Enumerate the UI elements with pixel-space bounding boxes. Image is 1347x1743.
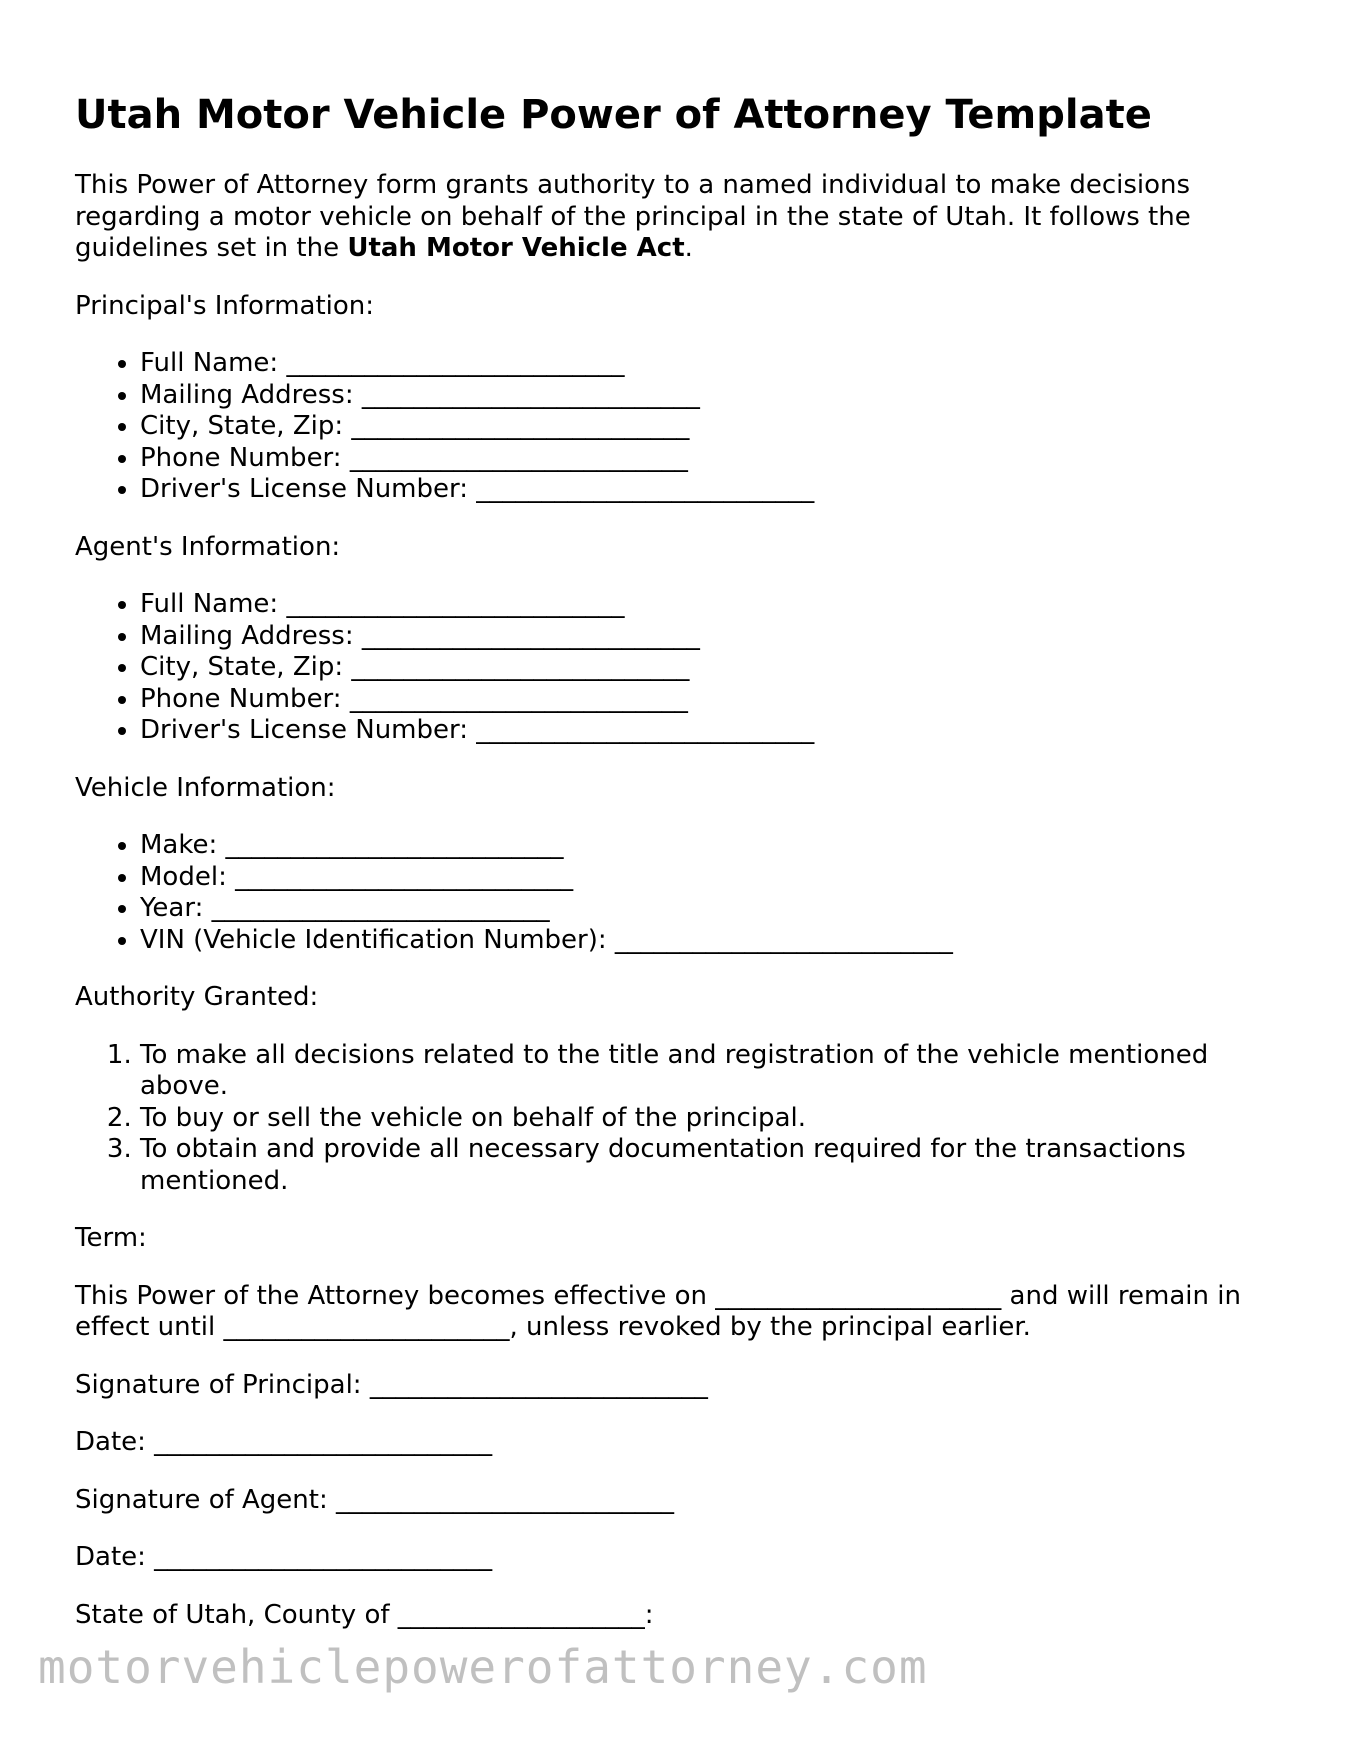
document-page bbox=[75, 90, 1295, 1657]
principal-full-name-field: • Full Name: __________________________ bbox=[140, 348, 1295, 380]
authority-item-buy-sell: 2. To buy or sell the vehicle on behalf of the principal. bbox=[140, 1103, 1295, 1135]
agent-heading: Agent's Information: bbox=[75, 531, 341, 562]
agent-phone-field: • Phone Number: __________________________ bbox=[140, 684, 1295, 716]
intro-act-name: Utah Motor Vehicle Act bbox=[347, 233, 685, 263]
vehicle-vin-field: • VIN (Vehicle Identification Number): __________________________ bbox=[140, 925, 1295, 957]
principal-phone-field: • Phone Number: __________________________ bbox=[140, 443, 1295, 475]
agent-license-field: • Driver's License Number: __________________________ bbox=[140, 715, 1295, 747]
principal-city-state-zip-field: • City, State, Zip: __________________________ bbox=[140, 411, 1295, 443]
principal-info-list bbox=[75, 348, 1295, 506]
term-heading: Term: bbox=[75, 1223, 147, 1253]
agent-date-line: Date: __________________________ bbox=[75, 1542, 493, 1572]
principal-heading: Principal's Information: bbox=[75, 290, 375, 321]
vehicle-model-field: • Model: __________________________ bbox=[140, 862, 1295, 894]
site-watermark: motorvehiclepowerofattorney.com bbox=[38, 1640, 928, 1694]
principal-mailing-address-field: • Mailing Address: __________________________ bbox=[140, 380, 1295, 412]
vehicle-info-list bbox=[75, 830, 1295, 956]
intro-paragraph bbox=[75, 170, 1295, 265]
principal-signature-line: Signature of Principal: __________________________ bbox=[75, 1369, 708, 1400]
authority-item-documentation: 3. To obtain and provide all necessary documentation required for the transactions mentioned. bbox=[140, 1134, 1295, 1197]
vehicle-heading: Vehicle Information: bbox=[75, 772, 336, 803]
vehicle-make-field: • Make: __________________________ bbox=[140, 830, 1295, 862]
intro-end: . bbox=[684, 233, 693, 263]
agent-info-list bbox=[75, 589, 1295, 747]
county-line: State of Utah, County of ___________________: bbox=[75, 1599, 654, 1630]
agent-city-state-zip-field: • City, State, Zip: __________________________ bbox=[140, 652, 1295, 684]
intro-text: This Power of Attorney form grants authority to a named individual to make decisions regarding a motor vehicle on behalf of the principal in the state of Utah. It follows the guidelines set in the bbox=[75, 170, 1191, 263]
agent-full-name-field: • Full Name: __________________________ bbox=[140, 589, 1295, 621]
document-title: Utah Motor Vehicle Power of Attorney Template bbox=[75, 92, 1152, 138]
principal-license-field: • Driver's License Number: __________________________ bbox=[140, 474, 1295, 506]
authority-heading: Authority Granted: bbox=[75, 982, 319, 1012]
agent-mailing-address-field: • Mailing Address: __________________________ bbox=[140, 621, 1295, 653]
principal-date-line: Date: __________________________ bbox=[75, 1427, 493, 1457]
authority-item-title-registration: 1. To make all decisions related to the title and registration of the vehicle mentioned above. bbox=[140, 1040, 1295, 1103]
authority-list bbox=[75, 1040, 1295, 1198]
term-paragraph: This Power of the Attorney becomes effective on ______________________ and will remain in effect until ______________________, unless revoked by the principal earlier. bbox=[75, 1280, 1241, 1342]
agent-signature-line: Signature of Agent: __________________________ bbox=[75, 1484, 675, 1515]
vehicle-year-field: • Year: __________________________ bbox=[140, 893, 1295, 925]
